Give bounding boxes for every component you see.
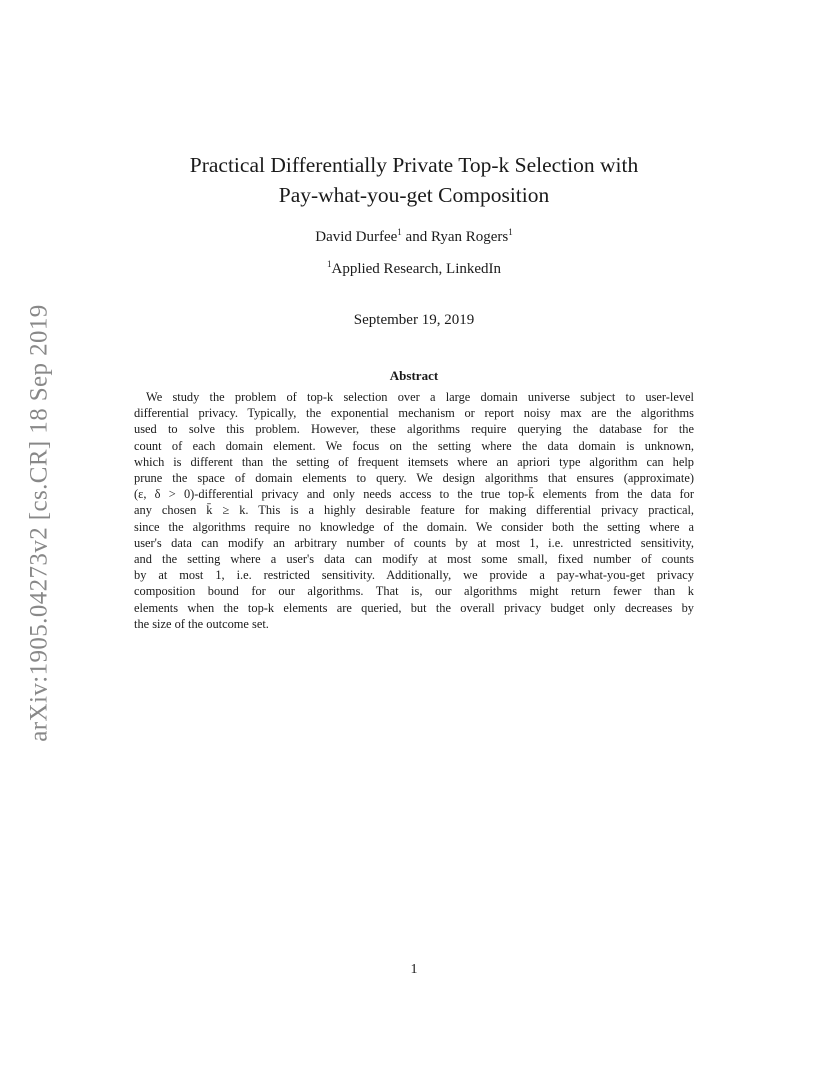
title-line-1: Practical Differentially Private Top-k Selection with	[189, 153, 639, 177]
title-line-2: Pay-what-you-get Composition	[278, 183, 550, 207]
arxiv-identifier-stamp	[20, 288, 60, 758]
paper-date: September 19, 2019	[353, 312, 475, 328]
affiliation-marker: 1	[326, 259, 332, 269]
abstract-line: since the algorithms require no knowledge of the domain. We consider both the setting where a	[134, 519, 694, 534]
abstract-line: user's data can modify an arbitrary number of counts by at most 1, i.e. unrestricted sensitivity,	[134, 535, 694, 550]
affiliation	[120, 261, 708, 278]
page-number: 1	[410, 962, 418, 977]
author-name: Ryan Rogers	[430, 229, 509, 245]
paper-title	[120, 150, 708, 210]
abstract-line: the size of the outcome set.	[134, 616, 269, 631]
abstract-line: and the setting where a user's data can modify at most some small, fixed number of counts	[134, 552, 694, 567]
affiliation-marker: 1	[397, 227, 402, 237]
abstract-line: (ε, δ > 0)-differential privacy and only needs access to the true top-k̄ elements from the data for	[134, 487, 694, 502]
abstract-line: We study the problem of top-k selection over a large domain universe subject to user-level	[146, 390, 694, 404]
abstract-line: differential privacy. Typically, the exponential mechanism or report noisy max are the algorithms	[134, 406, 694, 421]
author-name: David Durfee	[315, 229, 398, 245]
abstract-line: count of each domain element. We focus on the setting where the data domain is unknown,	[134, 438, 694, 453]
affiliation-text: Applied Research, LinkedIn	[331, 261, 502, 277]
arxiv-identifier-text: arXiv:1905.04273v2 [cs.CR] 18 Sep 2019	[26, 304, 53, 742]
abstract-heading: Abstract	[389, 368, 439, 383]
author-list	[120, 229, 708, 246]
abstract-line: prune the space of domain elements to query. We design algorithms that ensures (approximate)	[134, 471, 694, 486]
author-conjunction: and	[405, 229, 428, 245]
affiliation-marker: 1	[508, 227, 513, 237]
abstract-line: which is different than the setting of frequent itemsets where an apriori type algorithm can help	[134, 454, 694, 469]
abstract-line: by at most 1, i.e. restricted sensitivity. Additionally, we provide a pay-what-you-get privacy	[134, 568, 694, 583]
abstract-line: elements when the top-k elements are queried, but the overall privacy budget only decreases by	[134, 600, 694, 615]
abstract-body	[134, 389, 694, 632]
abstract-line: composition bound for our algorithms. That is, our algorithms might return fewer than k	[134, 584, 694, 599]
abstract-line: any chosen k̄ ≥ k. This is a highly desirable feature for making differential privacy practical,	[134, 503, 694, 518]
abstract-line: used to solve this problem. However, these algorithms require querying the database for the	[134, 422, 694, 437]
